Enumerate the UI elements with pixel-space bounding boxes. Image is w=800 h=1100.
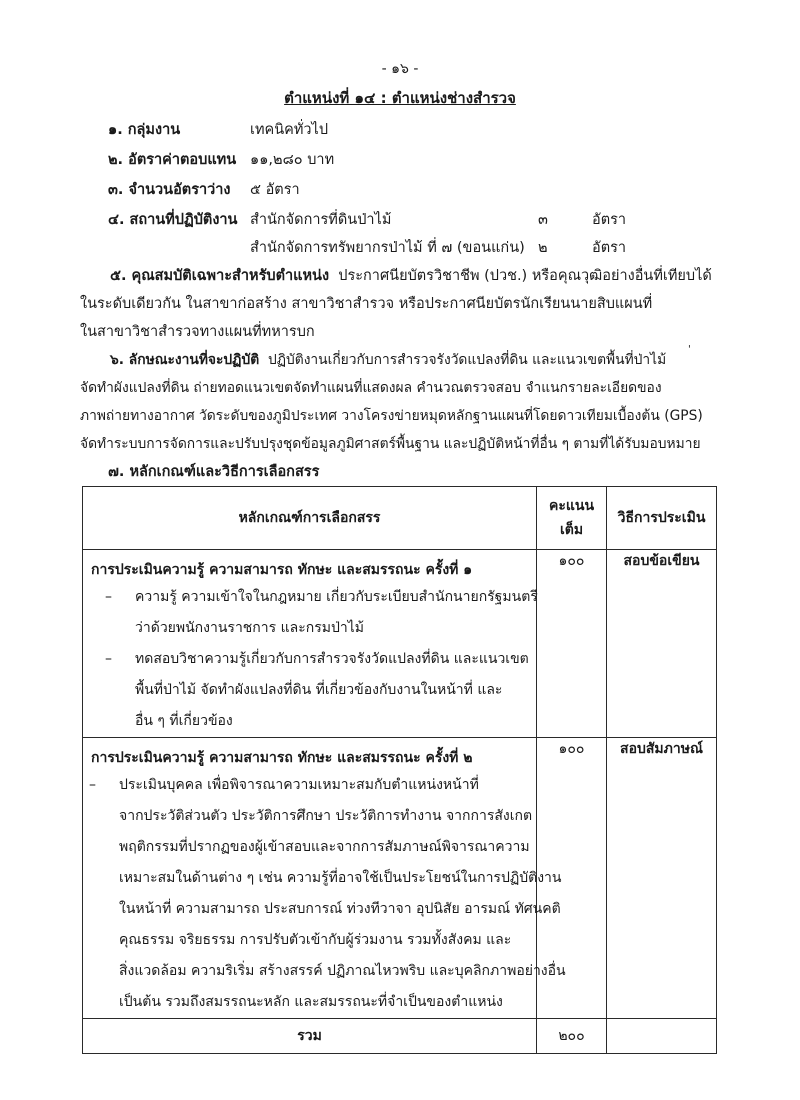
dash-bullet: – (105, 589, 112, 605)
duties-text: ภาพถ่ายทางอากาศ วัดระดับของภูมิประเทศ วางโครงข่ายหมุดหลักฐานแผนที่โดยดาวเทียมเบื้องต้น (GPS) (80, 408, 703, 424)
total-row (83, 1019, 717, 1054)
header-score-line: เต็ม (559, 522, 584, 538)
vacancies-label: ๓. จำนวนอัตราว่าง (108, 182, 231, 198)
bullet-text: พื้นที่ป่าไม้ จัดทำผังแปลงที่ดิน ที่เกี่ยวข้องกับงานในหน้าที่ และ (135, 682, 503, 698)
round1-criteria-cell (83, 550, 537, 738)
workplace-place: สำนักจัดการที่ดินป่าไม้ (250, 212, 392, 228)
group-label: ๑. กลุ่มงาน (108, 122, 181, 138)
round1-score: ๑๐๐ (537, 550, 607, 738)
bullet-text: ทดสอบวิชาความรู้เกี่ยวกับการสำรวจรังวัดแปลงที่ดิน และแนวเขต (135, 651, 529, 667)
round1-method: สอบข้อเขียน (607, 550, 717, 738)
bullet-text: ความรู้ ความเข้าใจในกฎหมาย เกี่ยวกับระเบียบสำนักนายกรัฐมนตรี (135, 589, 538, 605)
total-label: รวม (83, 1019, 537, 1054)
duties-text: ปฏิบัติงานเกี่ยวกับการสำรวจรังวัดแปลงที่ดิน และแนวเขตพื้นที่ป่าไม้ (267, 352, 667, 368)
qualification-text: ในระดับเดียวกัน ในสาขาก่อสร้าง สาขาวิชาสำรวจ หรือประกาศนียบัตรนักเรียนนายสิบแผนที่ (80, 296, 653, 312)
list-item (83, 582, 536, 644)
dash-bullet: – (105, 651, 112, 667)
header-score-line: คะแนน (548, 498, 595, 514)
bullet-text: ว่าด้วยพนักงานราชการ และกรมป่าไม้ (135, 620, 364, 636)
workplace-label: ๔. สถานที่ปฏิบัติงาน (108, 212, 238, 228)
table-row (83, 738, 717, 1019)
workplace-place: สำนักจัดการทรัพยากรป่าไม้ ที่ ๗ (ขอนแก่น) (250, 240, 525, 256)
round2-title: การประเมินความรู้ ความสามารถ ทักษะ และสมรรถนะ ครั้งที่ ๒ (91, 750, 473, 766)
workplace-unit: อัตรา (592, 212, 627, 228)
position-title-text: ตำแหน่งที่ ๑๔ : ตำแหน่งช่างสำรวจ (284, 89, 516, 107)
workplace-count: ๒ (538, 240, 548, 256)
qualification-section (80, 262, 720, 346)
criteria-label: ๗. หลักเกณฑ์และวิธีการเลือกสรร (108, 464, 320, 480)
qualification-text: ในสาขาวิชาสำรวจทางแผนที่ทหารบก (80, 324, 315, 340)
table-row (83, 550, 717, 738)
position-title (0, 86, 800, 110)
total-score: ๒๐๐ (537, 1019, 607, 1054)
bullet-text: อื่น ๆ ที่เกี่ยวข้อง (135, 713, 233, 729)
list-item (83, 770, 566, 1018)
total-method-empty (607, 1019, 717, 1054)
round1-title: การประเมินความรู้ ความสามารถ ทักษะ และสมรรถนะ ครั้งที่ ๑ (91, 562, 473, 578)
qualification-text: ประกาศนียบัตรวิชาชีพ (ปวช.) หรือคุณวุฒิอย่างอื่นที่เทียบได้ (338, 268, 712, 284)
round2-criteria-cell (83, 738, 566, 1019)
bullet-text: จากประวัติส่วนตัว ประวัติการศึกษา ประวัติการทำงาน จากการสังเกต (119, 808, 533, 824)
duties-text: จัดทำผังแปลงที่ดิน ถ่ายทอดแนวเขตจัดทำแผนที่แสดงผล คำนวณตรวจสอบ จำแนกรายละเอียดของ (80, 380, 662, 396)
workplace-unit: อัตรา (592, 240, 627, 256)
duties-label: ๖. ลักษณะงานที่จะปฏิบัติ (110, 352, 260, 368)
header-method: วิธีการประเมิน (607, 487, 717, 550)
stray-mark: ' (688, 344, 691, 355)
salary-label: ๒. อัตราค่าตอบแทน (108, 152, 237, 168)
vacancies-value: ๕ อัตรา (250, 182, 300, 198)
bullet-text: สิ่งแวดล้อม ความริเริ่ม สร้างสรรค์ ปฏิภาณไหวพริบ และบุคลิกภาพอย่างอื่น (119, 963, 566, 979)
duties-section (80, 346, 740, 458)
qualification-label: ๕. คุณสมบัติเฉพาะสำหรับตำแหน่ง (110, 268, 330, 284)
table-header-row (83, 487, 717, 550)
bullet-text: เหมาะสมในด้านต่าง ๆ เช่น ความรู้ที่อาจใช้เป็นประโยชน์ในการปฏิบัติงาน (119, 870, 562, 886)
round2-score: ๑๐๐ (537, 738, 607, 1019)
list-item (83, 644, 536, 737)
round2-method: สอบสัมภาษณ์ (607, 738, 717, 1019)
salary-value: ๑๑,๒๘๐ บาท (250, 152, 335, 168)
bullet-text: คุณธรรม จริยธรรม การปรับตัวเข้ากับผู้ร่วมงาน รวมทั้งสังคม และ (119, 932, 512, 948)
header-score (537, 487, 607, 550)
dash-bullet: – (89, 777, 96, 793)
bullet-text: พฤติกรรมที่ปรากฏของผู้เข้าสอบและจากการสัมภาษณ์พิจารณาความ (119, 839, 530, 855)
group-value: เทคนิคทั่วไป (250, 122, 329, 138)
bullet-text: ประเมินบุคคล เพื่อพิจารณาความเหมาะสมกับตำแหน่งหน้าที่ (119, 777, 479, 793)
workplace-count: ๓ (538, 212, 548, 228)
header-criteria: หลักเกณฑ์การเลือกสรร (83, 487, 537, 550)
duties-text: จัดทำระบบการจัดการและปรับปรุงชุดข้อมูลภูมิศาสตร์พื้นฐาน และปฏิบัติหน้าที่อื่น ๆ ตามที่ได้รับมอบหมาย (80, 436, 701, 452)
bullet-text: เป็นต้น รวมถึงสมรรถนะหลัก และสมรรถนะที่จำเป็นของตำแหน่ง (119, 994, 503, 1010)
bullet-text: ในหน้าที่ ความสามารถ ประสบการณ์ ท่วงทีวาจา อุปนิสัย อารมณ์ ทัศนคติ (119, 901, 561, 917)
page-number: - ๑๖ - (381, 61, 419, 77)
criteria-table (82, 486, 717, 1054)
